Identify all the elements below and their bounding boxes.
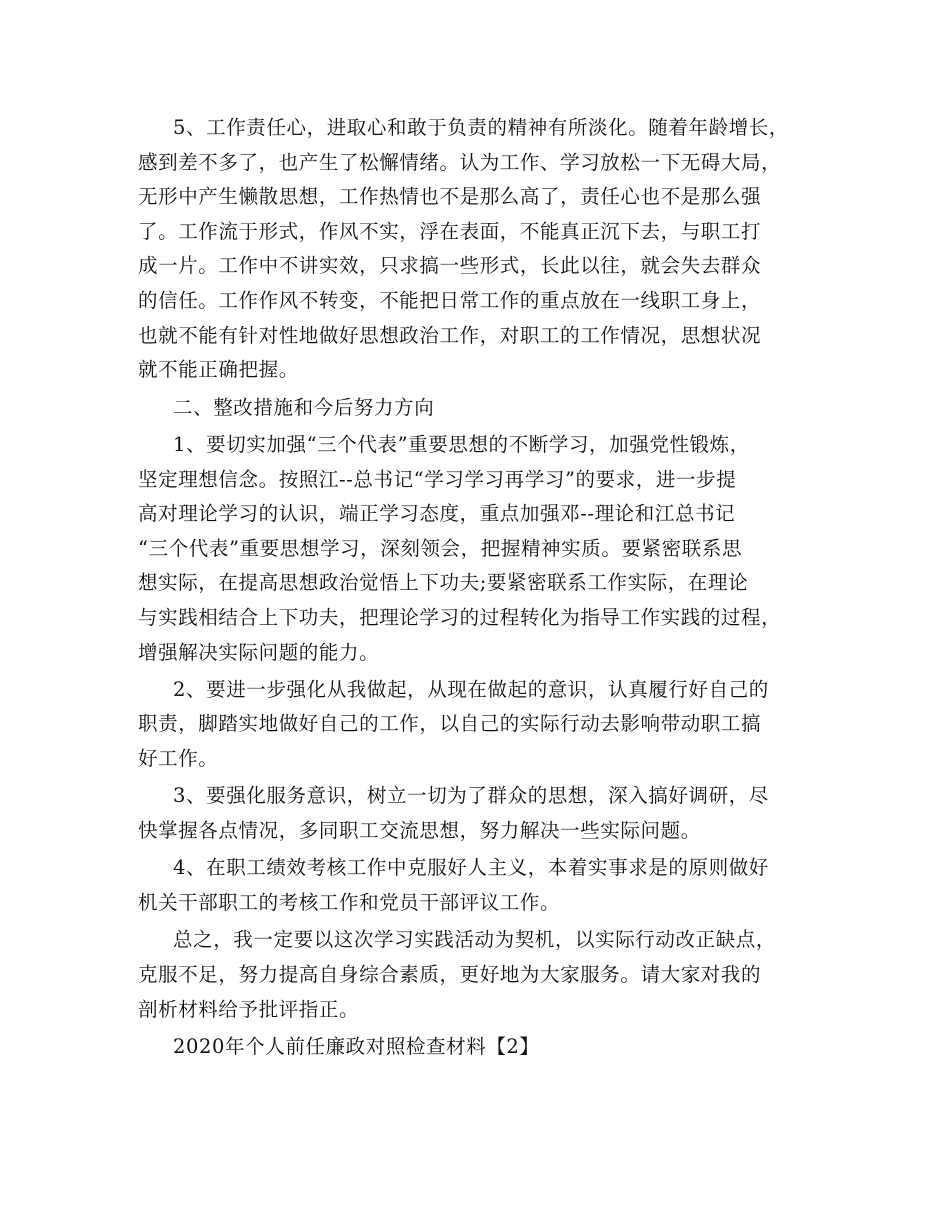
text-line: “三个代表”重要思想学习，深刻领会，把握精神实质。要紧密联系思 [138,536,743,560]
text-line: 了。工作流于形式，作风不实，浮在表面，不能真正沉下去，与职工打 [138,219,762,243]
measure-item-1 [138,428,828,670]
text-line: 2、要进一步强化从我做起，从现在做起的意识，认真履行好自己的 [173,677,769,701]
text-line: 坚定理想信念。按照江--总书记“学习学习再学习”的要求，进一步提 [138,467,737,491]
text-line: 增强解决实际问题的能力。 [138,640,380,664]
section-heading [138,391,828,426]
measure-item-3 [138,779,828,848]
text-line: 快掌握各点情况，多同职工交流思想，努力解决一些实际问题。 [138,819,701,843]
text-line: 也就不能有针对性地做好思想政治工作，对职工的工作情况，思想状况 [138,323,762,347]
text-line: 职责，脚踏实地做好自己的工作，以自己的实际行动去影响带动职工搞 [138,712,762,736]
text-line: 感到差不多了，也产生了松懈情绪。认为工作、学习放松一下无碍大局， [138,150,782,174]
next-section-title [138,1030,828,1065]
paragraph-item-5 [138,111,828,388]
text-line: 无形中产生懒散思想，工作热情也不是那么高了，责任心也不是那么强 [138,185,762,209]
text-line: 就不能正确把握。 [138,358,299,382]
heading-line: 二、整改措施和今后努力方向 [173,395,435,419]
measure-item-2 [138,673,828,777]
text-line: 的信任。工作作风不转变，不能把日常工作的重点放在一线职工身上， [138,288,762,312]
text-line: 克服不足，努力提高自身综合素质，更好地为大家服务。请大家对我的 [138,963,762,987]
text-line: 想实际，在提高思想政治觉悟上下功夫;要紧密联系工作实际，在理论 [138,571,749,595]
title-line: 2020年个人前任廉政对照检查材料【2】 [173,1035,540,1059]
text-line: 5、工作责任心，进取心和敢于负责的精神有所淡化。随着年龄增长， [173,116,790,139]
text-line: 3、要强化服务意识，树立一切为了群众的思想，深入搞好调研，尽 [173,784,769,808]
document-body [138,111,828,1065]
text-line: 4、在职工绩效考核工作中克服好人主义，本着实事求是的原则做好 [173,856,769,880]
text-line: 机关干部职工的考核工作和党员干部评议工作。 [138,891,561,915]
measure-item-4 [138,851,828,920]
text-line: 与实践相结合上下功夫，把理论学习的过程转化为指导工作实践的过程， [138,605,782,629]
text-line: 高对理论学习的认识，端正学习态度，重点加强邓--理论和江总书记 [138,502,736,526]
text-line: 剖析材料给予批评指正。 [138,997,360,1021]
text-line: 成一片。工作中不讲实效，只求搞一些形式，长此以往，就会失去群众 [138,254,762,278]
summary-paragraph [138,923,828,1027]
text-line: 总之，我一定要以这次学习实践活动为契机，以实际行动改正缺点， [173,928,777,952]
text-line: 1、要切实加强“三个代表”重要思想的不断学习，加强党性锻炼， [173,432,750,456]
text-line: 好工作。 [138,747,219,771]
